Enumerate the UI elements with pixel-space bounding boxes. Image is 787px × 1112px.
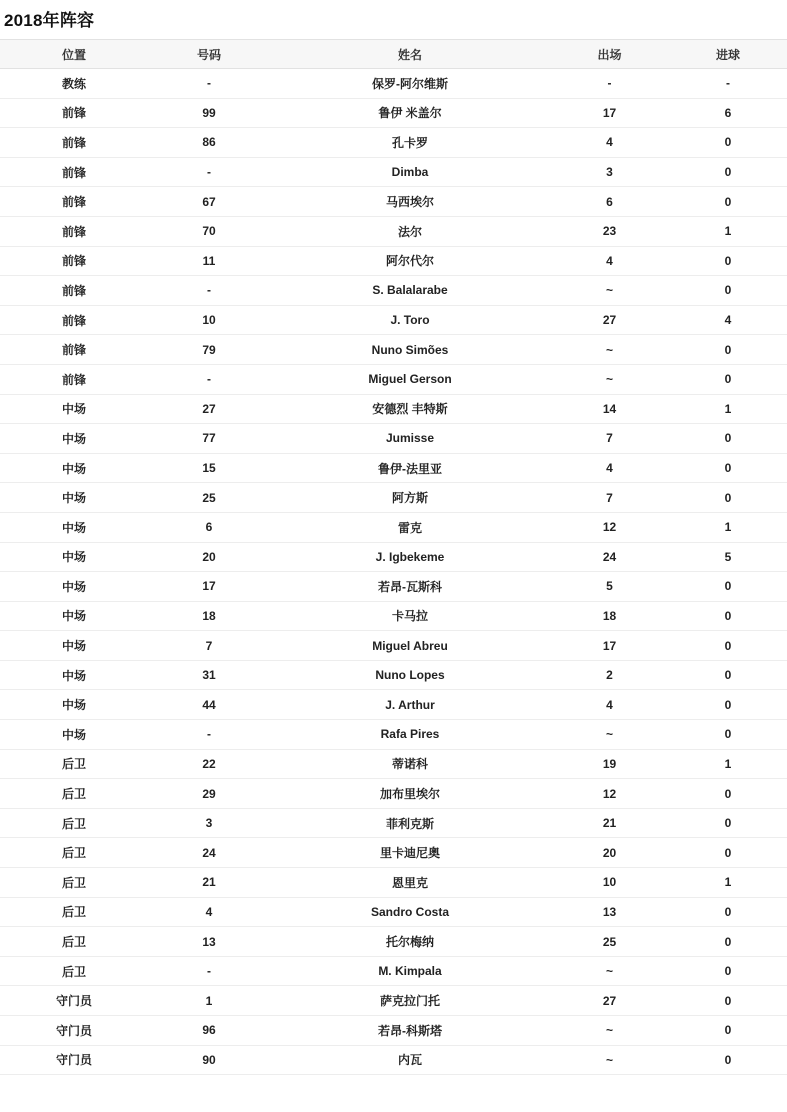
table-row[interactable]: [0, 660, 787, 690]
table-row[interactable]: [0, 1016, 787, 1046]
player-position: 中场: [0, 572, 148, 602]
player-position: 前锋: [0, 187, 148, 217]
player-number: 10: [148, 305, 270, 335]
player-number: -: [148, 69, 270, 99]
player-number: 22: [148, 749, 270, 779]
player-name[interactable]: 恩里克: [270, 868, 550, 898]
player-number: 24: [148, 838, 270, 868]
column-header-appearances[interactable]: 出场: [550, 40, 669, 69]
table-row[interactable]: [0, 216, 787, 246]
table-row[interactable]: [0, 868, 787, 898]
player-position: 中场: [0, 542, 148, 572]
player-goals: 1: [669, 512, 787, 542]
player-goals: 0: [669, 1045, 787, 1075]
player-appearances: 18: [550, 601, 669, 631]
table-row[interactable]: [0, 305, 787, 335]
player-position: 中场: [0, 424, 148, 454]
table-row[interactable]: [0, 453, 787, 483]
player-appearances: 2: [550, 660, 669, 690]
player-appearances: 21: [550, 808, 669, 838]
player-appearances: 4: [550, 246, 669, 276]
table-header-row: [0, 40, 787, 69]
player-position: 中场: [0, 720, 148, 750]
player-appearances: 12: [550, 512, 669, 542]
table-row[interactable]: [0, 838, 787, 868]
player-goals: 0: [669, 246, 787, 276]
player-name[interactable]: 加布里埃尔: [270, 779, 550, 809]
player-goals: 1: [669, 394, 787, 424]
player-goals: 0: [669, 838, 787, 868]
player-position: 后卫: [0, 808, 148, 838]
column-header-goals[interactable]: 进球: [669, 40, 787, 69]
player-name[interactable]: 鲁伊-法里亚: [270, 453, 550, 483]
player-name[interactable]: Nuno Simões: [270, 335, 550, 365]
player-position: 教练: [0, 69, 148, 99]
player-goals: 0: [669, 364, 787, 394]
player-number: 15: [148, 453, 270, 483]
player-goals: 1: [669, 216, 787, 246]
table-row[interactable]: [0, 749, 787, 779]
player-appearances: ~: [550, 720, 669, 750]
table-row[interactable]: [0, 246, 787, 276]
player-number: 3: [148, 808, 270, 838]
player-position: 前锋: [0, 246, 148, 276]
player-name[interactable]: J. Igbekeme: [270, 542, 550, 572]
player-number: 7: [148, 631, 270, 661]
table-row[interactable]: [0, 394, 787, 424]
player-position: 前锋: [0, 364, 148, 394]
player-position: 中场: [0, 394, 148, 424]
player-number: 18: [148, 601, 270, 631]
player-appearances: 5: [550, 572, 669, 602]
player-number: -: [148, 364, 270, 394]
player-position: 后卫: [0, 779, 148, 809]
player-number: 29: [148, 779, 270, 809]
player-goals: 0: [669, 720, 787, 750]
table-row[interactable]: [0, 779, 787, 809]
player-appearances: 20: [550, 838, 669, 868]
squad-table: [0, 39, 787, 1075]
player-appearances: 4: [550, 690, 669, 720]
player-number: 77: [148, 424, 270, 454]
player-number: -: [148, 276, 270, 306]
player-name[interactable]: 保罗-阿尔维斯: [270, 69, 550, 99]
player-position: 后卫: [0, 838, 148, 868]
table-body: [0, 69, 787, 1075]
player-position: 前锋: [0, 305, 148, 335]
table-row[interactable]: [0, 157, 787, 187]
player-goals: 0: [669, 1016, 787, 1046]
player-position: 中场: [0, 601, 148, 631]
player-position: 中场: [0, 512, 148, 542]
player-appearances: 10: [550, 868, 669, 898]
player-position: 中场: [0, 690, 148, 720]
player-position: 中场: [0, 660, 148, 690]
player-appearances: 6: [550, 187, 669, 217]
player-goals: 4: [669, 305, 787, 335]
player-number: -: [148, 157, 270, 187]
player-number: 79: [148, 335, 270, 365]
table-row[interactable]: [0, 690, 787, 720]
table-row[interactable]: [0, 364, 787, 394]
player-name[interactable]: 蒂诺科: [270, 749, 550, 779]
player-appearances: ~: [550, 1045, 669, 1075]
player-appearances: 4: [550, 453, 669, 483]
player-appearances: ~: [550, 956, 669, 986]
column-header-number[interactable]: 号码: [148, 40, 270, 69]
player-appearances: 4: [550, 128, 669, 158]
player-number: 90: [148, 1045, 270, 1075]
table-row[interactable]: [0, 542, 787, 572]
player-name[interactable]: 法尔: [270, 216, 550, 246]
player-appearances: 12: [550, 779, 669, 809]
table-row[interactable]: [0, 483, 787, 513]
table-row[interactable]: [0, 276, 787, 306]
player-number: -: [148, 720, 270, 750]
player-name[interactable]: 阿方斯: [270, 483, 550, 513]
player-appearances: 3: [550, 157, 669, 187]
table-row[interactable]: [0, 335, 787, 365]
player-goals: 0: [669, 424, 787, 454]
player-appearances: ~: [550, 335, 669, 365]
player-number: 21: [148, 868, 270, 898]
player-appearances: 27: [550, 305, 669, 335]
player-appearances: 14: [550, 394, 669, 424]
player-goals: 0: [669, 690, 787, 720]
player-appearances: 27: [550, 986, 669, 1016]
player-position: 后卫: [0, 956, 148, 986]
table-row[interactable]: [0, 927, 787, 957]
player-number: 17: [148, 572, 270, 602]
player-position: 前锋: [0, 128, 148, 158]
player-position: 中场: [0, 483, 148, 513]
player-position: 前锋: [0, 276, 148, 306]
player-name[interactable]: J. Arthur: [270, 690, 550, 720]
table-row[interactable]: [0, 897, 787, 927]
player-number: 27: [148, 394, 270, 424]
player-appearances: 24: [550, 542, 669, 572]
player-name[interactable]: S. Balalarabe: [270, 276, 550, 306]
player-number: 1: [148, 986, 270, 1016]
player-number: -: [148, 956, 270, 986]
player-number: 6: [148, 512, 270, 542]
player-position: 前锋: [0, 98, 148, 128]
table-row[interactable]: [0, 512, 787, 542]
player-goals: 0: [669, 927, 787, 957]
player-appearances: 23: [550, 216, 669, 246]
player-name[interactable]: 卡马拉: [270, 601, 550, 631]
player-goals: 0: [669, 572, 787, 602]
player-appearances: 25: [550, 927, 669, 957]
player-appearances: 19: [550, 749, 669, 779]
column-header-name[interactable]: 姓名: [270, 40, 550, 69]
player-number: 67: [148, 187, 270, 217]
player-appearances: 17: [550, 98, 669, 128]
player-name[interactable]: Miguel Gerson: [270, 364, 550, 394]
player-appearances: -: [550, 69, 669, 99]
player-position: 中场: [0, 631, 148, 661]
player-name[interactable]: 若昂-科斯塔: [270, 1016, 550, 1046]
player-position: 中场: [0, 453, 148, 483]
player-appearances: ~: [550, 364, 669, 394]
player-name[interactable]: 里卡迪尼奥: [270, 838, 550, 868]
table-row[interactable]: [0, 956, 787, 986]
player-name[interactable]: Dimba: [270, 157, 550, 187]
player-position: 后卫: [0, 897, 148, 927]
player-name[interactable]: 孔卡罗: [270, 128, 550, 158]
player-number: 13: [148, 927, 270, 957]
player-number: 11: [148, 246, 270, 276]
player-goals: 0: [669, 897, 787, 927]
table-row[interactable]: [0, 98, 787, 128]
player-goals: 0: [669, 779, 787, 809]
table-row[interactable]: [0, 601, 787, 631]
player-appearances: ~: [550, 276, 669, 306]
player-goals: 0: [669, 956, 787, 986]
player-goals: 1: [669, 749, 787, 779]
player-name[interactable]: Nuno Lopes: [270, 660, 550, 690]
player-name[interactable]: Rafa Pires: [270, 720, 550, 750]
player-name[interactable]: Jumisse: [270, 424, 550, 454]
player-goals: -: [669, 69, 787, 99]
player-goals: 0: [669, 335, 787, 365]
player-name[interactable]: 安德烈 丰特斯: [270, 394, 550, 424]
player-goals: 0: [669, 157, 787, 187]
player-appearances: ~: [550, 1016, 669, 1046]
player-number: 70: [148, 216, 270, 246]
player-number: 99: [148, 98, 270, 128]
table-header: [0, 40, 787, 69]
player-name[interactable]: 阿尔代尔: [270, 246, 550, 276]
player-goals: 0: [669, 128, 787, 158]
player-name[interactable]: J. Toro: [270, 305, 550, 335]
squad-page: [0, 6, 787, 1097]
player-name[interactable]: 菲利克斯: [270, 808, 550, 838]
column-header-position[interactable]: 位置: [0, 40, 148, 69]
table-row[interactable]: [0, 187, 787, 217]
player-name[interactable]: M. Kimpala: [270, 956, 550, 986]
player-name[interactable]: 托尔梅纳: [270, 927, 550, 957]
table-row[interactable]: [0, 986, 787, 1016]
table-row[interactable]: [0, 631, 787, 661]
player-name[interactable]: Miguel Abreu: [270, 631, 550, 661]
player-position: 守门员: [0, 1045, 148, 1075]
player-goals: 5: [669, 542, 787, 572]
table-row[interactable]: [0, 1045, 787, 1075]
page-title: 2018年阵容: [4, 11, 95, 30]
player-goals: 0: [669, 453, 787, 483]
player-position: 守门员: [0, 1016, 148, 1046]
player-appearances: 7: [550, 483, 669, 513]
table-row[interactable]: [0, 128, 787, 158]
player-goals: 0: [669, 483, 787, 513]
page-bottom-spacer: [0, 1075, 787, 1097]
player-name[interactable]: 马西埃尔: [270, 187, 550, 217]
player-goals: 0: [669, 660, 787, 690]
player-position: 前锋: [0, 216, 148, 246]
player-position: 前锋: [0, 335, 148, 365]
table-row[interactable]: [0, 572, 787, 602]
player-goals: 0: [669, 986, 787, 1016]
player-number: 4: [148, 897, 270, 927]
player-number: 96: [148, 1016, 270, 1046]
table-row[interactable]: [0, 69, 787, 99]
player-name[interactable]: 内瓦: [270, 1045, 550, 1075]
player-name[interactable]: 鲁伊 米盖尔: [270, 98, 550, 128]
player-number: 25: [148, 483, 270, 513]
player-goals: 1: [669, 868, 787, 898]
player-name[interactable]: 若昂-瓦斯科: [270, 572, 550, 602]
player-position: 守门员: [0, 986, 148, 1016]
player-number: 44: [148, 690, 270, 720]
player-number: 31: [148, 660, 270, 690]
player-goals: 0: [669, 808, 787, 838]
player-goals: 0: [669, 276, 787, 306]
player-name[interactable]: 萨克拉门托: [270, 986, 550, 1016]
player-appearances: 13: [550, 897, 669, 927]
player-goals: 0: [669, 631, 787, 661]
player-position: 前锋: [0, 157, 148, 187]
player-appearances: 17: [550, 631, 669, 661]
player-number: 86: [148, 128, 270, 158]
player-name[interactable]: 雷克: [270, 512, 550, 542]
player-name[interactable]: Sandro Costa: [270, 897, 550, 927]
table-row[interactable]: [0, 424, 787, 454]
player-position: 后卫: [0, 749, 148, 779]
player-number: 20: [148, 542, 270, 572]
player-position: 后卫: [0, 868, 148, 898]
table-row[interactable]: [0, 720, 787, 750]
player-position: 后卫: [0, 927, 148, 957]
player-goals: 6: [669, 98, 787, 128]
player-goals: 0: [669, 187, 787, 217]
player-appearances: 7: [550, 424, 669, 454]
player-goals: 0: [669, 601, 787, 631]
table-row[interactable]: [0, 808, 787, 838]
